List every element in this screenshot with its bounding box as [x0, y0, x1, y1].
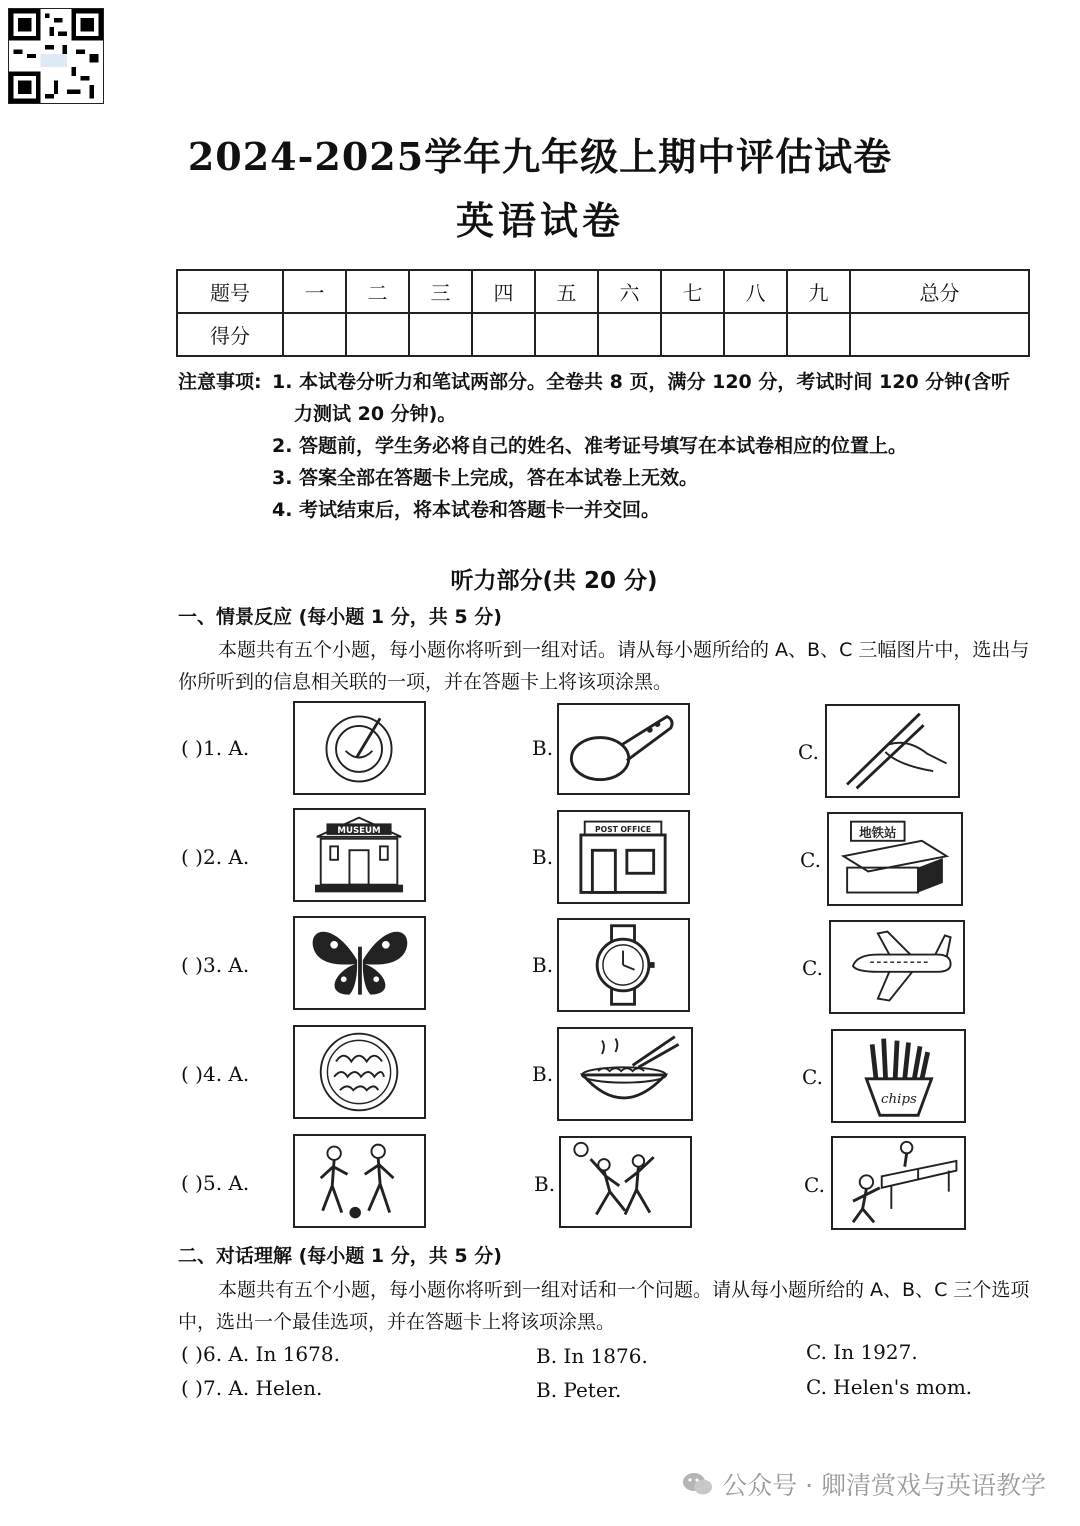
score-cell — [598, 313, 661, 356]
watermark-text: 公众号 · 卿清赏戏与英语教学 — [722, 1471, 1046, 1500]
score-cell — [787, 313, 850, 356]
score-cell — [850, 313, 1029, 356]
table-cell: 题号 — [177, 270, 283, 313]
part1-title: 一、情景反应 (每小题 1 分，共 5 分) — [178, 606, 502, 628]
option-c: C. In 1927. — [806, 1340, 918, 1364]
note-item: 2. 答题前，学生务必将自己的姓名、准考证号填写在本试卷相应的位置上。 — [272, 435, 908, 457]
noodles-icon — [559, 1029, 691, 1119]
score-cell — [724, 313, 787, 356]
watermark — [682, 1466, 1046, 1502]
post-office-sign-text: POST OFFICE — [594, 825, 652, 835]
football-players-icon — [295, 1136, 424, 1226]
exam-subtitle: 英语试卷 — [455, 198, 624, 243]
qr-code — [8, 8, 104, 104]
score-cell — [472, 313, 535, 356]
spoon-icon — [559, 705, 688, 793]
airplane-icon — [831, 922, 963, 1012]
basketball-players-icon — [561, 1138, 690, 1226]
picture-salad — [293, 1025, 426, 1119]
watch-icon — [559, 920, 688, 1010]
note-item: 4. 考试结束后，将本试卷和答题卡一并交回。 — [272, 499, 661, 521]
option-label: B. — [534, 1172, 556, 1196]
museum-icon — [295, 810, 424, 900]
listening-section-title: 听力部分(共 20 分) — [450, 568, 658, 594]
table-cell: 总分 — [850, 270, 1029, 313]
option-label: B. — [532, 736, 554, 760]
table-cell: 二 — [346, 270, 409, 313]
subway-station-icon — [829, 814, 961, 904]
notes-section — [178, 366, 1038, 526]
score-table-header-row — [177, 270, 1029, 313]
picture-spoon — [557, 703, 690, 795]
chips-label-text: chips — [881, 1091, 917, 1107]
option-label: B. — [532, 845, 554, 869]
butterfly-icon — [295, 918, 424, 1008]
option-label: B. — [532, 953, 554, 977]
question-6: ( )6. A. In 1678. — [181, 1342, 340, 1366]
option-label: B. — [532, 1062, 554, 1086]
picture-butterfly — [293, 916, 426, 1010]
picture-noodles — [557, 1027, 693, 1121]
picture-basketball — [559, 1136, 692, 1228]
question-number: ( )5. A. — [181, 1171, 250, 1195]
option-c: C. Helen's mom. — [806, 1375, 973, 1399]
salad-icon — [295, 1027, 424, 1117]
wechat-icon — [682, 1470, 714, 1498]
table-cell: 三 — [409, 270, 472, 313]
table-cell: 七 — [661, 270, 724, 313]
option-b: B. In 1876. — [536, 1344, 648, 1368]
exam-title: 2024-2025学年九年级上期中评估试卷 — [187, 134, 893, 179]
subway-sign-text: 地铁站 — [859, 824, 897, 840]
notes-label: 注意事项: — [178, 371, 262, 393]
table-cell: 八 — [724, 270, 787, 313]
note-item: 3. 答案全部在答题卡上完成，答在本试卷上无效。 — [272, 467, 699, 489]
picture-plate — [293, 701, 426, 795]
option-b: B. Peter. — [536, 1378, 622, 1402]
picture-museum — [293, 808, 426, 902]
option-label: C. — [802, 1065, 823, 1089]
score-cell — [661, 313, 724, 356]
picture-post-office — [557, 810, 690, 904]
picture-football — [293, 1134, 426, 1228]
table-cell: 一 — [283, 270, 346, 313]
question-number: ( )3. A. — [181, 953, 250, 977]
score-table-score-row — [177, 313, 1029, 356]
chopsticks-icon — [827, 706, 958, 796]
note-item: 力测试 20 分钟)。 — [294, 403, 457, 425]
note-item: 1. 本试卷分听力和笔试两部分。全卷共 8 页，满分 120 分，考试时间 120 分钟(含听 — [272, 371, 1010, 393]
table-cell: 四 — [472, 270, 535, 313]
part1-instructions: 本题共有五个小题，每小题你将听到一组对话。请从每小题所给的 A、B、C 三幅图片中，选出与你所听到的信息相关联的一项，并在答题卡上将该项涂黑。 — [178, 639, 1030, 693]
option-label: C. — [800, 848, 821, 872]
table-cell: 六 — [598, 270, 661, 313]
score-cell — [346, 313, 409, 356]
question-number: ( )2. A. — [181, 845, 250, 869]
option-label: C. — [802, 956, 823, 980]
ping-pong-players-icon — [833, 1138, 964, 1228]
table-cell: 九 — [787, 270, 850, 313]
table-cell: 五 — [535, 270, 598, 313]
question-number: ( )1. A. — [181, 736, 250, 760]
score-cell — [283, 313, 346, 356]
picture-ping-pong — [831, 1136, 966, 1230]
option-label: C. — [798, 740, 819, 764]
part2-title: 二、对话理解 (每小题 1 分，共 5 分) — [178, 1245, 502, 1267]
museum-sign-text: MUSEUM — [337, 825, 381, 836]
score-cell — [535, 313, 598, 356]
picture-chopsticks — [825, 704, 960, 798]
picture-subway-station — [827, 812, 963, 906]
picture-airplane — [829, 920, 965, 1014]
table-cell: 得分 — [177, 313, 283, 356]
part2-instructions: 本题共有五个小题，每小题你将听到一组对话和一个问题。请从每小题所给的 A、B、C 三个选项中，选出一个最佳选项，并在答题卡上将该项涂黑。 — [178, 1279, 1030, 1333]
score-table — [176, 269, 1030, 357]
picture-watch — [557, 918, 690, 1012]
picture-chips — [831, 1029, 966, 1123]
question-number: ( )4. A. — [181, 1062, 250, 1086]
option-label: C. — [804, 1173, 825, 1197]
post-office-icon — [559, 812, 688, 902]
plate-icon — [295, 703, 424, 793]
chips-icon — [833, 1031, 964, 1121]
score-cell — [409, 313, 472, 356]
question-7: ( )7. A. Helen. — [181, 1376, 323, 1400]
